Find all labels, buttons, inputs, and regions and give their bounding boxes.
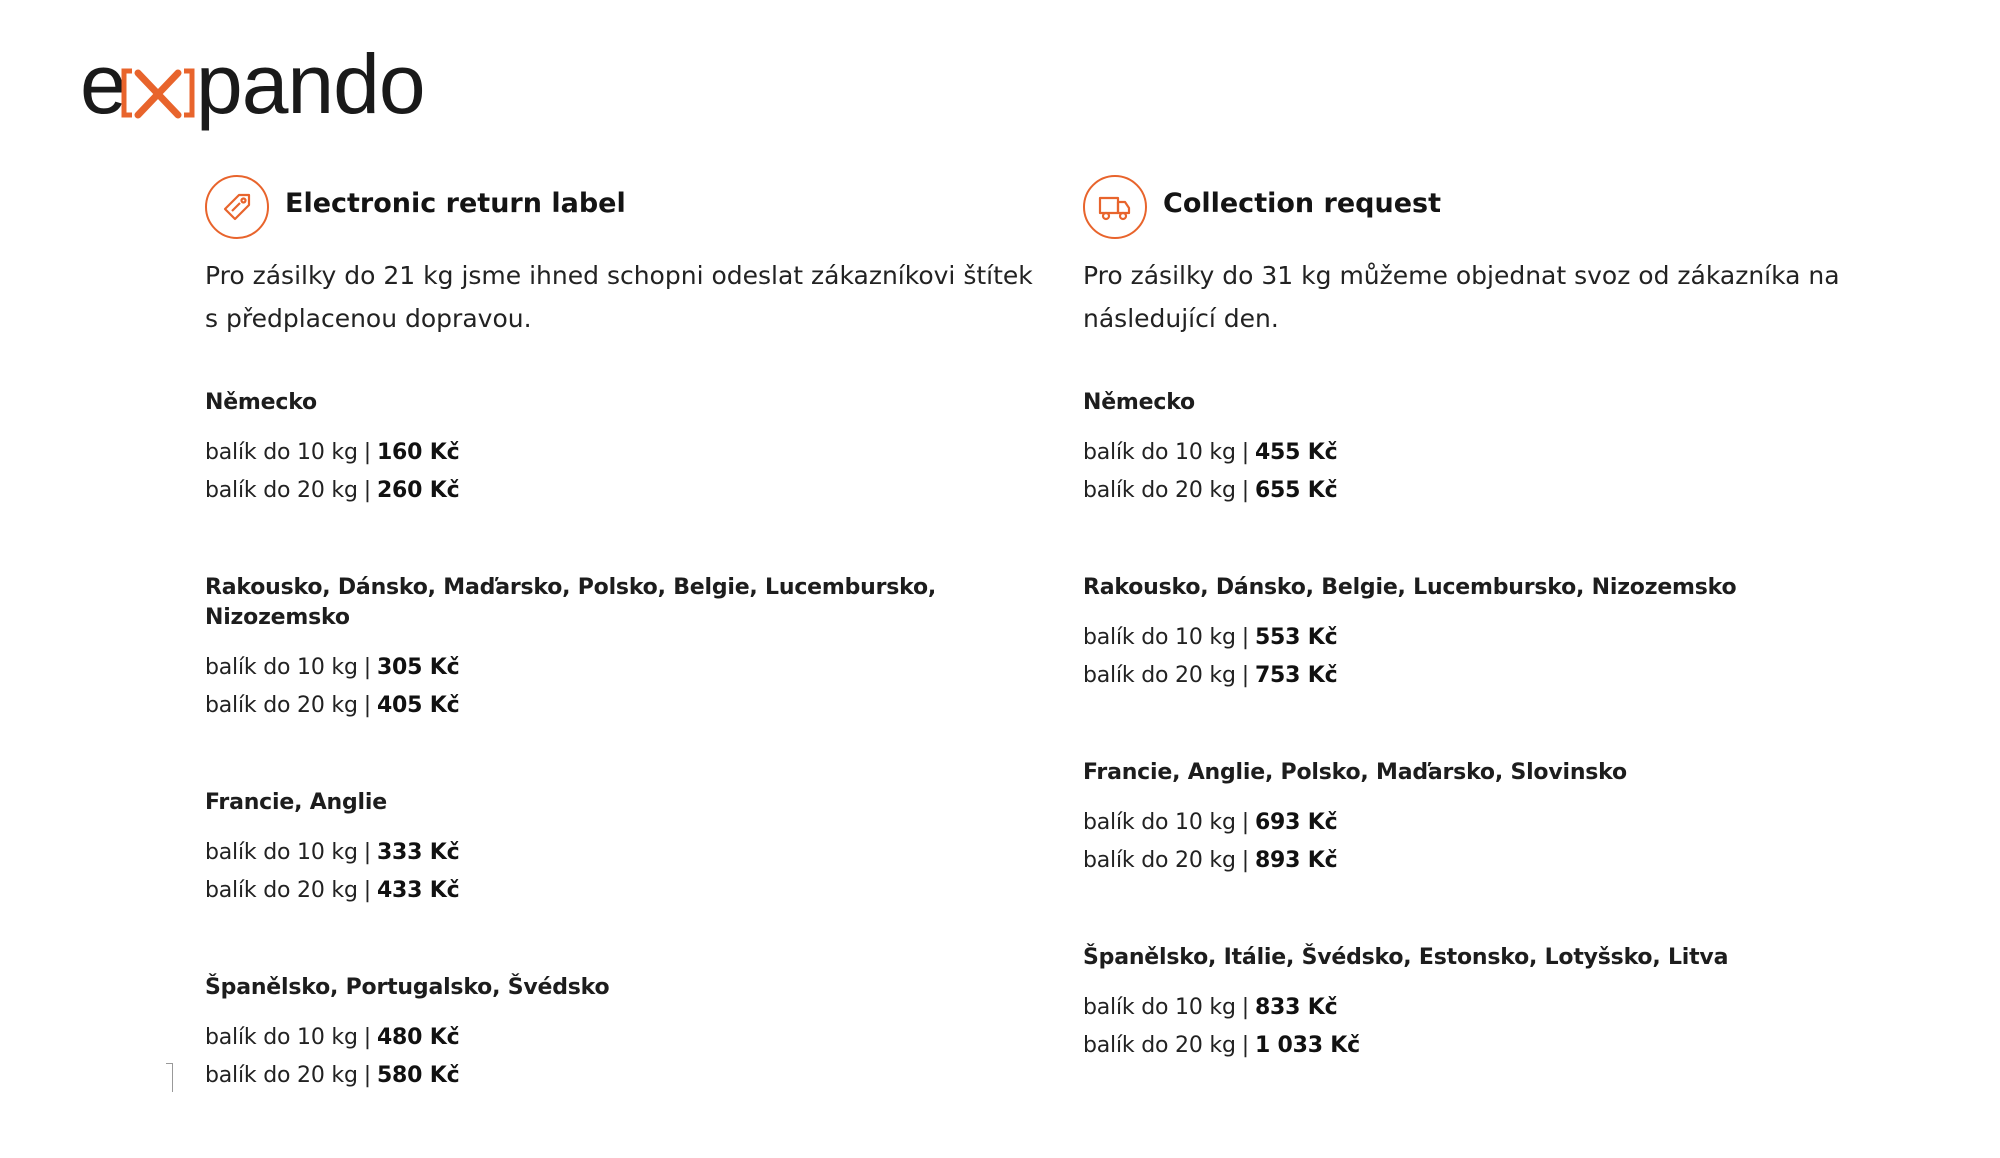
region-block <box>205 788 1065 910</box>
region-name: Španělsko, Itálie, Švédsko, Estonsko, Lotyšsko, Litva <box>1083 945 1729 970</box>
weight-label: balík do 10 kg <box>1083 810 1236 835</box>
region-name: Francie, Anglie <box>205 790 387 815</box>
price-value: 580 Kč <box>376 1063 460 1088</box>
return-label-column <box>205 176 1065 1158</box>
region-name: Španělsko, Portugalsko, Švédsko <box>205 975 610 1000</box>
region-block <box>1083 943 1943 1065</box>
price-row <box>205 1019 1065 1057</box>
weight-label: balík do 20 kg <box>205 1063 358 1088</box>
region-block <box>1083 573 1943 695</box>
price-value: 693 Kč <box>1254 810 1338 835</box>
price-row <box>1083 804 1943 842</box>
separator: | <box>363 478 371 503</box>
price-row <box>205 834 1065 872</box>
region-name: Německo <box>1083 390 1195 415</box>
weight-label: balík do 10 kg <box>205 655 358 680</box>
price-value: 160 Kč <box>376 440 460 465</box>
price-row <box>205 472 1065 510</box>
region-block <box>205 573 1065 725</box>
price-value: 893 Kč <box>1254 848 1338 873</box>
price-row <box>205 649 1065 687</box>
price-row <box>1083 619 1943 657</box>
weight-label: balík do 10 kg <box>205 1025 358 1050</box>
region-block <box>205 973 1065 1095</box>
region-name: Německo <box>205 390 317 415</box>
region-block <box>205 388 1065 510</box>
separator: | <box>1241 478 1249 503</box>
weight-label: balík do 10 kg <box>1083 625 1236 650</box>
weight-label: balík do 20 kg <box>1083 663 1236 688</box>
weight-label: balík do 20 kg <box>1083 478 1236 503</box>
separator: | <box>1241 440 1249 465</box>
price-row <box>1083 657 1943 695</box>
price-row <box>1083 472 1943 510</box>
price-row <box>1083 1027 1943 1065</box>
separator: | <box>1241 995 1249 1020</box>
collection-request-column <box>1083 176 1943 1128</box>
separator: | <box>363 693 371 718</box>
column-title: Electronic return label <box>285 187 626 219</box>
truck-icon <box>1083 175 1147 239</box>
tag-icon <box>205 175 269 239</box>
weight-label: balík do 20 kg <box>205 693 358 718</box>
expando-logo <box>80 38 450 138</box>
price-value: 433 Kč <box>376 878 460 903</box>
price-value: 833 Kč <box>1254 995 1338 1020</box>
separator: | <box>1241 625 1249 650</box>
price-value: 553 Kč <box>1254 625 1338 650</box>
weight-label: balík do 20 kg <box>205 878 358 903</box>
weight-label: balík do 20 kg <box>1083 1033 1236 1058</box>
separator: | <box>1241 848 1249 873</box>
price-value: 455 Kč <box>1254 440 1338 465</box>
price-row <box>1083 434 1943 472</box>
price-value: 480 Kč <box>376 1025 460 1050</box>
column-intro: Pro zásilky do 31 kg můžeme objednat svoz od zákazníka na následující den. <box>1083 261 1840 333</box>
region-block <box>1083 758 1943 880</box>
price-value: 305 Kč <box>376 655 460 680</box>
price-value: 405 Kč <box>376 693 460 718</box>
price-value: 655 Kč <box>1254 478 1338 503</box>
region-name: Francie, Anglie, Polsko, Maďarsko, Slovinsko <box>1083 760 1627 785</box>
svg-text:e: e <box>80 43 126 131</box>
price-row <box>205 1057 1065 1095</box>
price-value: 260 Kč <box>376 478 460 503</box>
price-value: 1 033 Kč <box>1254 1033 1360 1058</box>
separator: | <box>363 840 371 865</box>
separator: | <box>1241 1033 1249 1058</box>
expando-logo-wordmark <box>80 43 450 133</box>
column-intro: Pro zásilky do 21 kg jsme ihned schopni odeslat zákazníkovi štítek s předplacenou dopravou. <box>205 261 1033 333</box>
weight-label: balík do 10 kg <box>1083 995 1236 1020</box>
corner-mark <box>166 1063 173 1092</box>
weight-label: balík do 10 kg <box>1083 440 1236 465</box>
separator: | <box>363 1025 371 1050</box>
separator: | <box>363 878 371 903</box>
weight-label: balík do 10 kg <box>205 440 358 465</box>
column-header <box>1083 176 1943 238</box>
region-name: Rakousko, Dánsko, Maďarsko, Polsko, Belgie, Lucembursko, Nizozemsko <box>205 575 937 630</box>
separator: | <box>363 655 371 680</box>
weight-label: balík do 10 kg <box>205 840 358 865</box>
price-row <box>1083 989 1943 1027</box>
price-row <box>205 872 1065 910</box>
region-block <box>1083 388 1943 510</box>
price-value: 753 Kč <box>1254 663 1338 688</box>
weight-label: balík do 20 kg <box>1083 848 1236 873</box>
separator: | <box>1241 810 1249 835</box>
separator: | <box>363 440 371 465</box>
column-header <box>205 176 1065 238</box>
column-title: Collection request <box>1163 187 1441 219</box>
price-row <box>205 434 1065 472</box>
weight-label: balík do 20 kg <box>205 478 358 503</box>
region-name: Rakousko, Dánsko, Belgie, Lucembursko, Nizozemsko <box>1083 575 1737 600</box>
price-value: 333 Kč <box>376 840 460 865</box>
separator: | <box>1241 663 1249 688</box>
separator: | <box>363 1063 371 1088</box>
price-row <box>1083 842 1943 880</box>
price-row <box>205 687 1065 725</box>
svg-text:pando: pando <box>196 43 425 131</box>
